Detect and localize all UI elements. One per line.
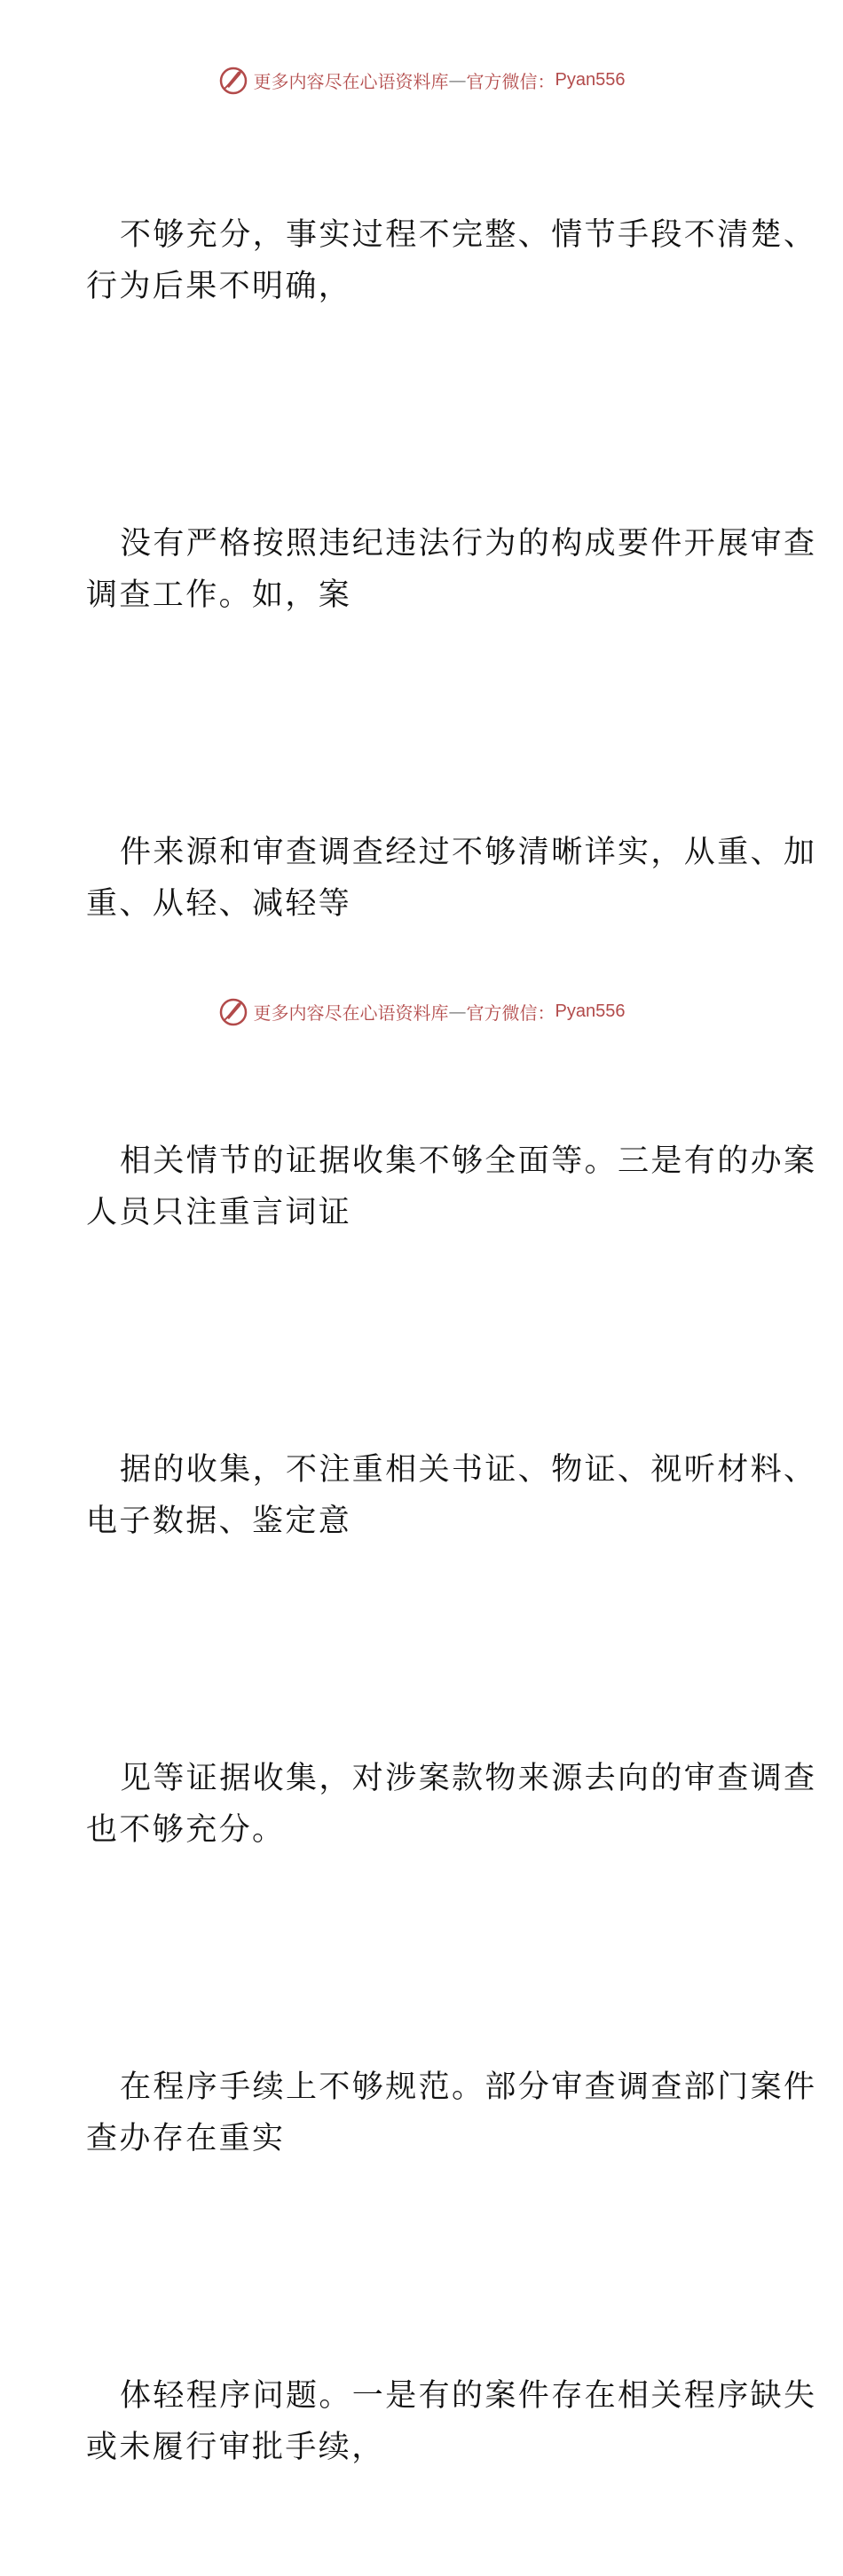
paragraph: [86, 724, 817, 1033]
feather-pen-logo-icon: [218, 996, 248, 1026]
paragraph-line: 电子数据、鉴定意: [86, 1504, 352, 1539]
paragraph: [86, 1341, 817, 1650]
header-handle: Pyan556: [555, 69, 626, 90]
paragraph-line: 没有严格按照违纪违法行为的构成要件开展审查: [120, 526, 817, 562]
feather-pen-logo-icon: [218, 65, 248, 95]
paragraph-line: 在程序手续上不够规范。部分审查调查部门案件: [120, 2069, 817, 2105]
paragraph: [86, 2267, 817, 2576]
header-site-text: 更多内容尽在心语资料库: [253, 70, 449, 92]
footer-wechat-label: 官方微信：: [466, 1001, 555, 1024]
paragraph-line: 或未履行审批手续，: [86, 2430, 385, 2465]
paragraph: [86, 415, 817, 724]
paragraph-line: 体轻程序问题。一是有的案件存在相关程序缺失: [120, 2378, 817, 2414]
header-separator: —: [448, 69, 467, 90]
footer-site-text: 更多内容尽在心语资料库: [253, 1001, 449, 1024]
header-wechat-label: 官方微信：: [466, 70, 555, 92]
paragraph-line: 人员只注重言词证: [86, 1195, 352, 1230]
paragraph-line: 见等证据收集，对涉案款物来源去向的审查调查: [120, 1761, 817, 1796]
paragraph-line: 相关情节的证据收集不够全面等。三是有的办案: [120, 1143, 817, 1179]
paragraph-line: 调查工作。如，案: [86, 577, 352, 613]
paragraph-line: 件来源和审查调查经过不够清晰详实，从重、加: [120, 835, 817, 870]
paragraph: [86, 1650, 817, 1959]
paragraph: [86, 106, 817, 415]
paragraph-line: 据的收集，不注重相关书证、物证、视听材料、: [120, 1452, 817, 1488]
footer-banner: [0, 993, 843, 1029]
paragraph-line: 也不够充分。: [86, 1812, 286, 1848]
paragraph-line: 不够充分，事实过程不完整、情节手段不清楚、: [120, 217, 817, 253]
header-banner: [0, 62, 843, 98]
footer-handle: Pyan556: [555, 1001, 626, 1021]
paragraph: [86, 1033, 817, 1341]
footer-separator: —: [448, 1001, 467, 1022]
paragraph-line: 查办存在重实: [86, 2121, 286, 2156]
document-body: [86, 106, 817, 2576]
paragraph-line: 重、从轻、减轻等: [86, 886, 352, 922]
paragraph-line: 行为后果不明确，: [86, 269, 352, 304]
paragraph: [86, 1959, 817, 2267]
